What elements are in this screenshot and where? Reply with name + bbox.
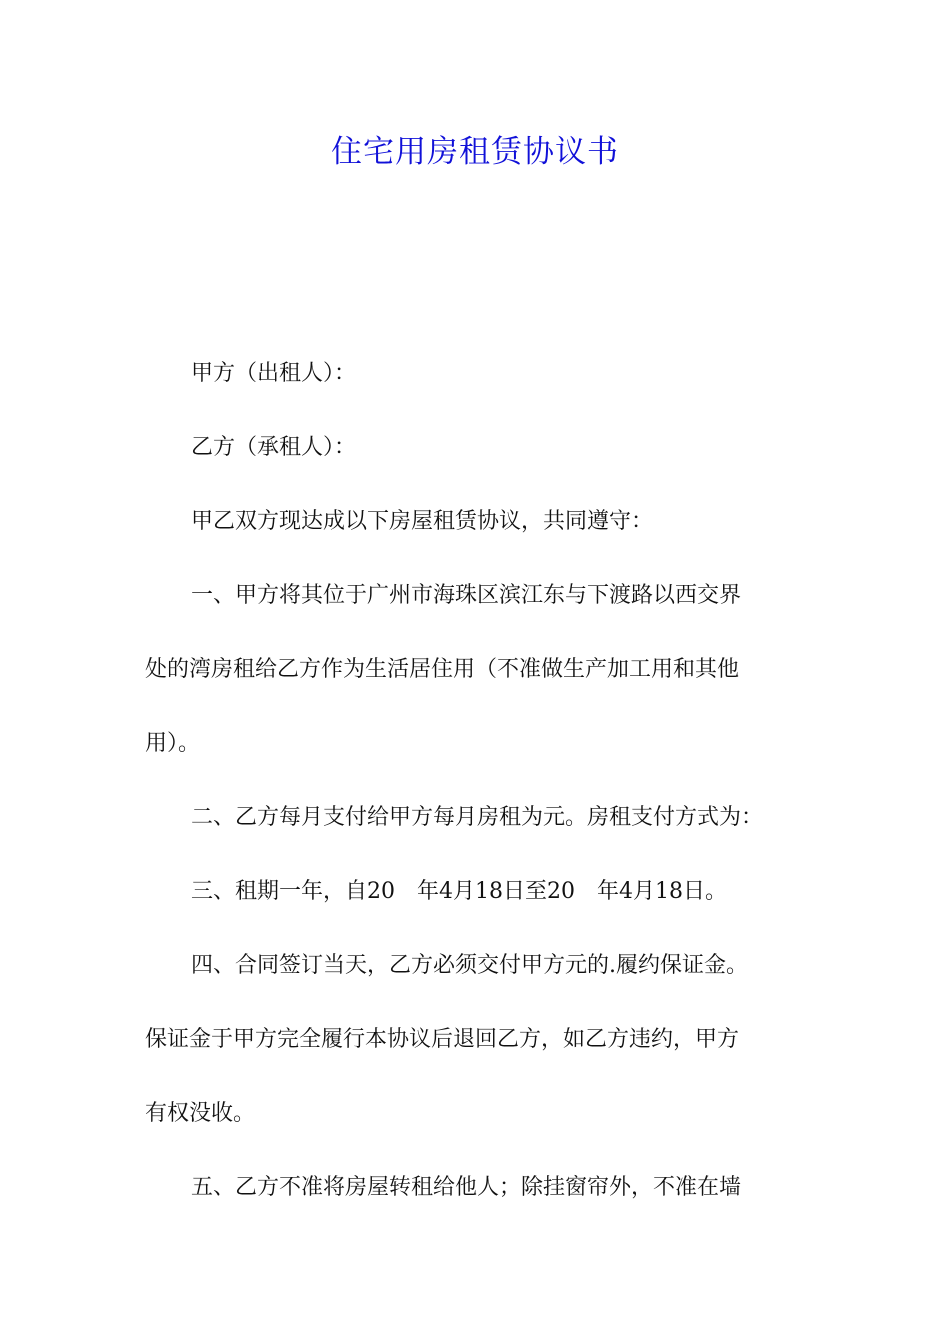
clause-4-line-2: 保证金于甲方完全履行本协议后退回乙方，如乙方违约，甲方 [145,1027,740,1052]
clause-4-line-1: 四、合同签订当天，乙方必须交付甲方元的.履约保证金。 [191,953,748,978]
party-b-line: 乙方（承租人）： [191,435,357,460]
document-title: 住宅用房租赁协议书 [331,134,619,170]
clause-1-line-1: 一、甲方将其位于广州市海珠区滨江东与下渡路以西交界 [191,583,742,608]
clause-4-line-3: 有权没收。 [145,1101,256,1126]
clause-1-line-3: 用）。 [145,731,201,756]
agreement-intro-line: 甲乙双方现达成以下房屋租赁协议，共同遵守： [191,509,654,534]
clause-5-line-1: 五、乙方不准将房屋转租给他人；除挂窗帘外，不准在墙 [191,1175,742,1200]
party-a-line: 甲方（出租人）： [191,361,357,386]
clause-2-line-1: 二、乙方每月支付给甲方每月房租为元。房租支付方式为： [191,805,764,830]
document-body [145,337,805,1225]
clause-1-line-2: 处的湾房租给乙方作为生活居住用（不准做生产加工用和其他 [145,657,740,682]
clause-3-line-1: 三、租期一年，自20 年4月18日至20 年4月18日。 [191,879,727,904]
